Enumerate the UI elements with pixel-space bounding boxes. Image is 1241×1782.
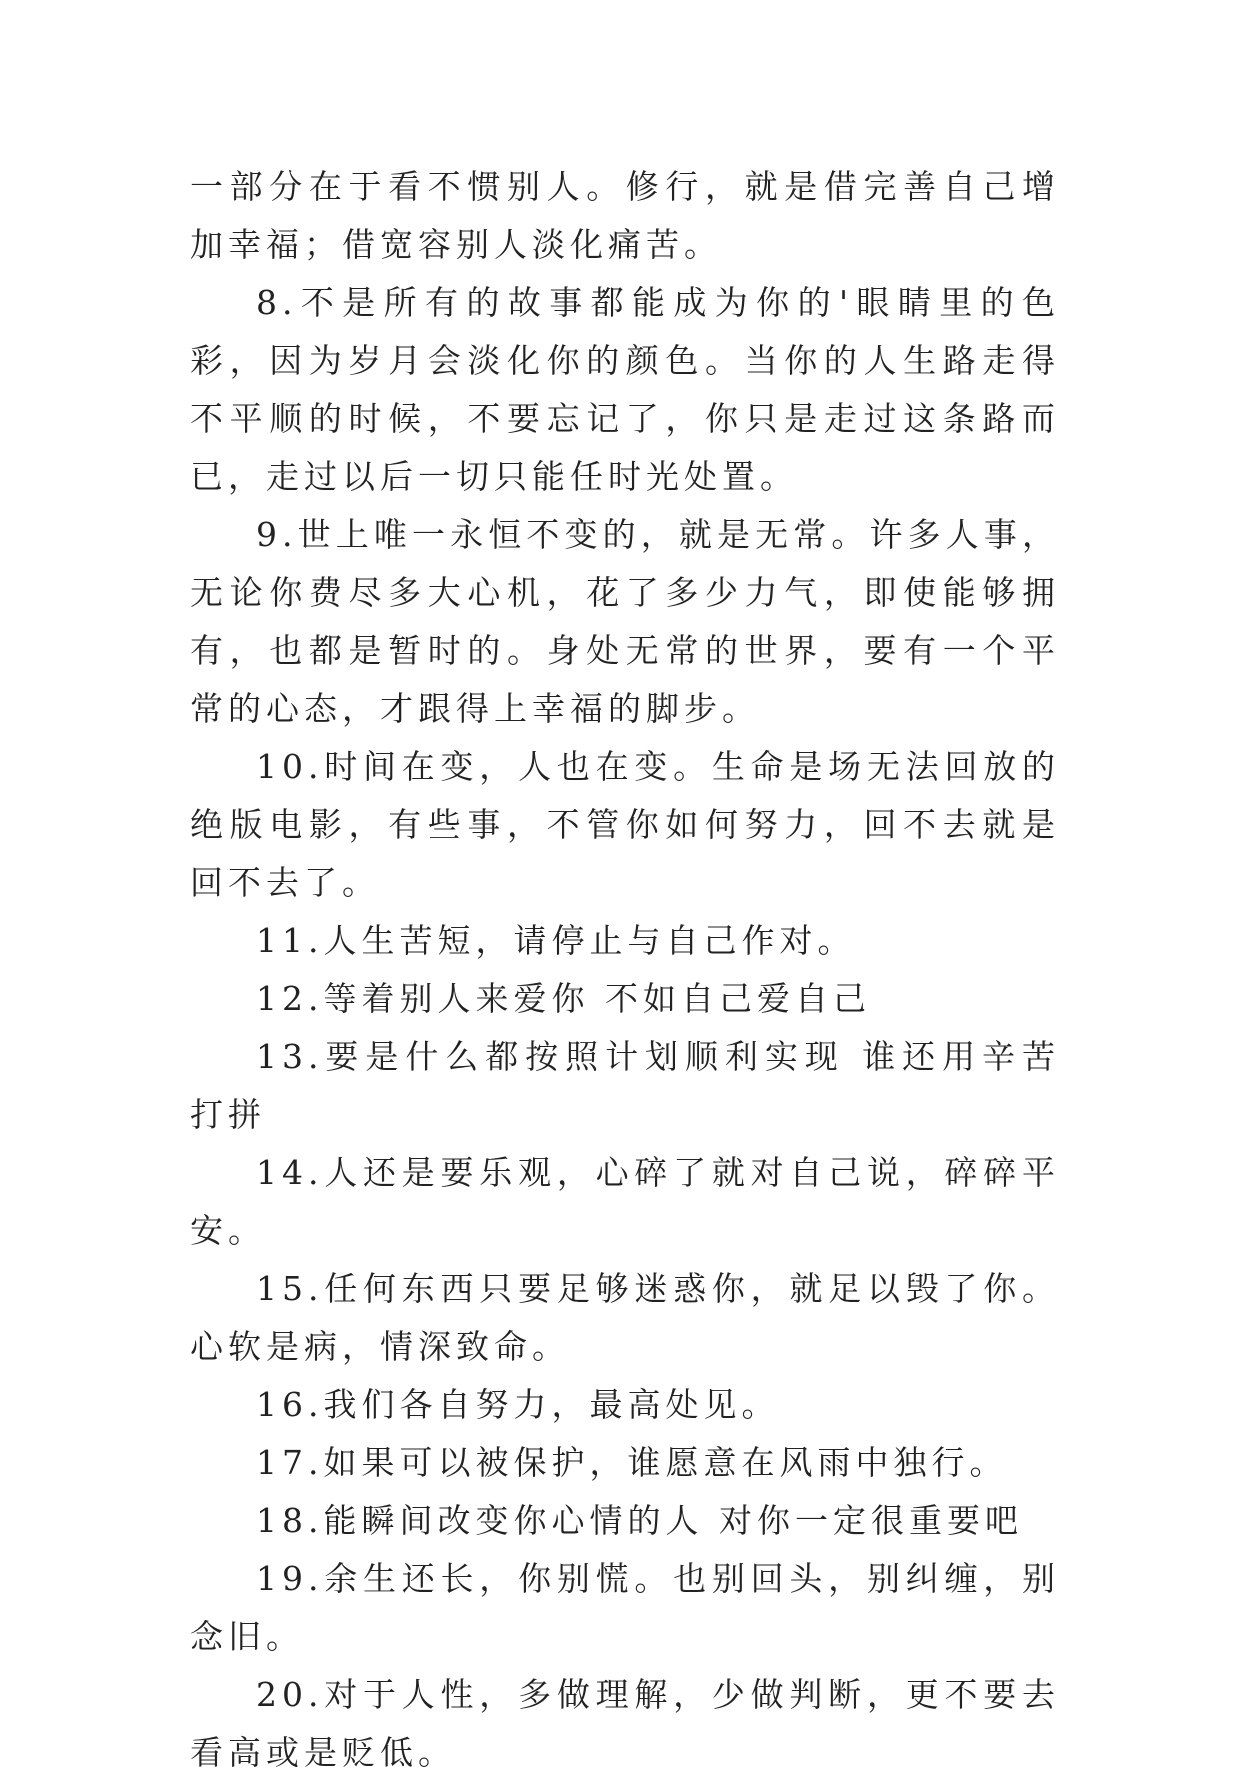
paragraph-item-17: 17.如果可以被保护，谁愿意在风雨中独行。 xyxy=(256,1443,1008,1482)
paragraph-item-11: 11.人生苦短，请停止与自己作对。 xyxy=(256,921,856,960)
paragraph-item-15: 15.任何东西只要足够迷惑你，就足以毁了你。心软是病，情深致命。 xyxy=(190,1269,1060,1366)
paragraph-item-19: 19.余生还长，你别慌。也别回头，别纠缠，别念旧。 xyxy=(190,1559,1060,1656)
paragraph-item-8: 8.不是所有的故事都能成为你的'眼睛里的色彩，因为岁月会淡化你的颜色。当你的人生路走得不平顺的时候，不要忘记了，你只是走过这条路而已，走过以后一切只能任时光处置。 xyxy=(190,283,1060,496)
paragraph-item-14: 14.人还是要乐观，心碎了就对自己说，碎碎平安。 xyxy=(190,1153,1060,1250)
paragraph-item-16: 16.我们各自努力，最高处见。 xyxy=(256,1385,780,1424)
paragraph-item-18: 18.能瞬间改变你心情的人 对你一定很重要吧 xyxy=(256,1501,1023,1540)
paragraph-item-10: 10.时间在变，人也在变。生命是场无法回放的绝版电影，有些事，不管你如何努力，回不去就是回不去了。 xyxy=(190,747,1060,902)
paragraph-item-9: 9.世上唯一永恒不变的，就是无常。许多人事，无论你费尽多大心机，花了多少力气，即使能够拥有，也都是暂时的。身处无常的世界，要有一个平常的心态，才跟得上幸福的脚步。 xyxy=(190,515,1060,728)
paragraph-item-20: 20.对于人性，多做理解，少做判断，更不要去看高或是贬低。 xyxy=(190,1675,1060,1772)
paragraph-continued: 一部分在于看不惯别人。修行，就是借完善自己增加幸福；借宽容别人淡化痛苦。 xyxy=(190,167,1060,264)
document-body xyxy=(190,158,1060,1782)
paragraph-item-12: 12.等着别人来爱你 不如自己爱自己 xyxy=(256,979,871,1018)
paragraph-item-13: 13.要是什么都按照计划顺利实现 谁还用辛苦打拼 xyxy=(190,1037,1060,1134)
